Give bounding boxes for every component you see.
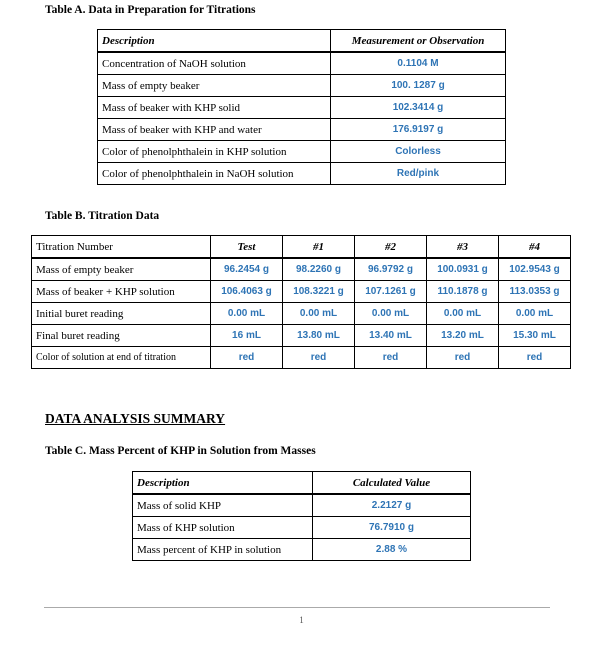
table-cell-value: 0.1104 M — [331, 52, 506, 75]
data-analysis-summary-heading: DATA ANALYSIS SUMMARY — [45, 411, 226, 426]
table-cell-value: 100. 1287 g — [331, 75, 506, 97]
table-cell-value: 13.40 mL — [355, 325, 427, 347]
table-cell-value: 108.3221 g — [283, 281, 355, 303]
table-cell-value: red — [283, 347, 355, 369]
table-row — [133, 517, 471, 539]
table-cell-value: 176.9197 g — [331, 119, 506, 141]
table-row — [98, 141, 506, 163]
table-cell-description: Mass of solid KHP — [133, 494, 313, 517]
table-cell-value: Red/pink — [331, 163, 506, 185]
table-cell-value: 0.00 mL — [355, 303, 427, 325]
table-cell-value: red — [211, 347, 283, 369]
table-row — [98, 75, 506, 97]
table-c-header-description: Description — [133, 472, 313, 495]
table-row — [98, 52, 506, 75]
table-cell-value: 0.00 mL — [211, 303, 283, 325]
table-cell-value: 110.1878 g — [427, 281, 499, 303]
table-row — [98, 119, 506, 141]
table-cell-description: Color of phenolphthalein in KHP solution — [98, 141, 331, 163]
table-cell-description: Mass percent of KHP in solution — [133, 539, 313, 561]
table-cell-value: 16 mL — [211, 325, 283, 347]
table-cell-value: 98.2260 g — [283, 258, 355, 281]
table-cell-value: 102.3414 g — [331, 97, 506, 119]
table-row — [98, 97, 506, 119]
table-row-label: Final buret reading — [32, 325, 211, 347]
table-cell-description: Mass of empty beaker — [98, 75, 331, 97]
table-cell-value: red — [355, 347, 427, 369]
table-cell-description: Mass of beaker with KHP and water — [98, 119, 331, 141]
table-cell-value: 2.2127 g — [313, 494, 471, 517]
table-a — [97, 29, 506, 185]
footer-divider — [44, 607, 550, 608]
table-cell-value: 13.80 mL — [283, 325, 355, 347]
table-row — [133, 539, 471, 561]
table-cell-value: 106.4063 g — [211, 281, 283, 303]
table-cell-value: 102.9543 g — [499, 258, 571, 281]
table-b-caption: Table B. Titration Data — [45, 210, 160, 222]
table-cell-value: 13.20 mL — [427, 325, 499, 347]
table-b-header-1: #1 — [283, 236, 355, 259]
table-cell-value: 76.7910 g — [313, 517, 471, 539]
table-b — [31, 235, 571, 369]
table-cell-value: 96.2454 g — [211, 258, 283, 281]
table-row-label: Initial buret reading — [32, 303, 211, 325]
table-cell-value: 107.1261 g — [355, 281, 427, 303]
table-cell-value: 113.0353 g — [499, 281, 571, 303]
table-cell-description: Color of phenolphthalein in NaOH solution — [98, 163, 331, 185]
table-b-header-test: Test — [211, 236, 283, 259]
table-a-header-measurement: Measurement or Observation — [331, 30, 506, 53]
table-cell-description: Mass of KHP solution — [133, 517, 313, 539]
table-row — [133, 494, 471, 517]
table-cell-value: 2.88 % — [313, 539, 471, 561]
table-cell-value: 0.00 mL — [283, 303, 355, 325]
table-b-header-3: #3 — [427, 236, 499, 259]
page-number: 1 — [299, 615, 304, 625]
table-a-header-description: Description — [98, 30, 331, 53]
table-cell-value: red — [499, 347, 571, 369]
table-row-label: Mass of empty beaker — [32, 258, 211, 281]
table-a-caption: Table A. Data in Preparation for Titrations — [45, 4, 256, 16]
table-row-label: Color of solution at end of titration — [32, 347, 211, 369]
table-b-header-2: #2 — [355, 236, 427, 259]
table-row — [32, 281, 571, 303]
table-cell-value: red — [427, 347, 499, 369]
table-c-header-calculated-value: Calculated Value — [313, 472, 471, 495]
table-row — [98, 163, 506, 185]
table-row — [32, 303, 571, 325]
table-cell-description: Concentration of NaOH solution — [98, 52, 331, 75]
table-row-label: Mass of beaker + KHP solution — [32, 281, 211, 303]
table-c — [132, 471, 471, 561]
table-b-header-4: #4 — [499, 236, 571, 259]
table-cell-value: 0.00 mL — [499, 303, 571, 325]
table-cell-value: 0.00 mL — [427, 303, 499, 325]
table-row — [32, 325, 571, 347]
table-cell-value: Colorless — [331, 141, 506, 163]
table-row — [32, 258, 571, 281]
table-cell-description: Mass of beaker with KHP solid — [98, 97, 331, 119]
table-c-caption: Table C. Mass Percent of KHP in Solution from Masses — [45, 445, 316, 457]
table-cell-value: 15.30 mL — [499, 325, 571, 347]
table-cell-value: 100.0931 g — [427, 258, 499, 281]
table-cell-value: 96.9792 g — [355, 258, 427, 281]
table-b-header-titration-number: Titration Number — [32, 236, 211, 259]
table-row — [32, 347, 571, 369]
